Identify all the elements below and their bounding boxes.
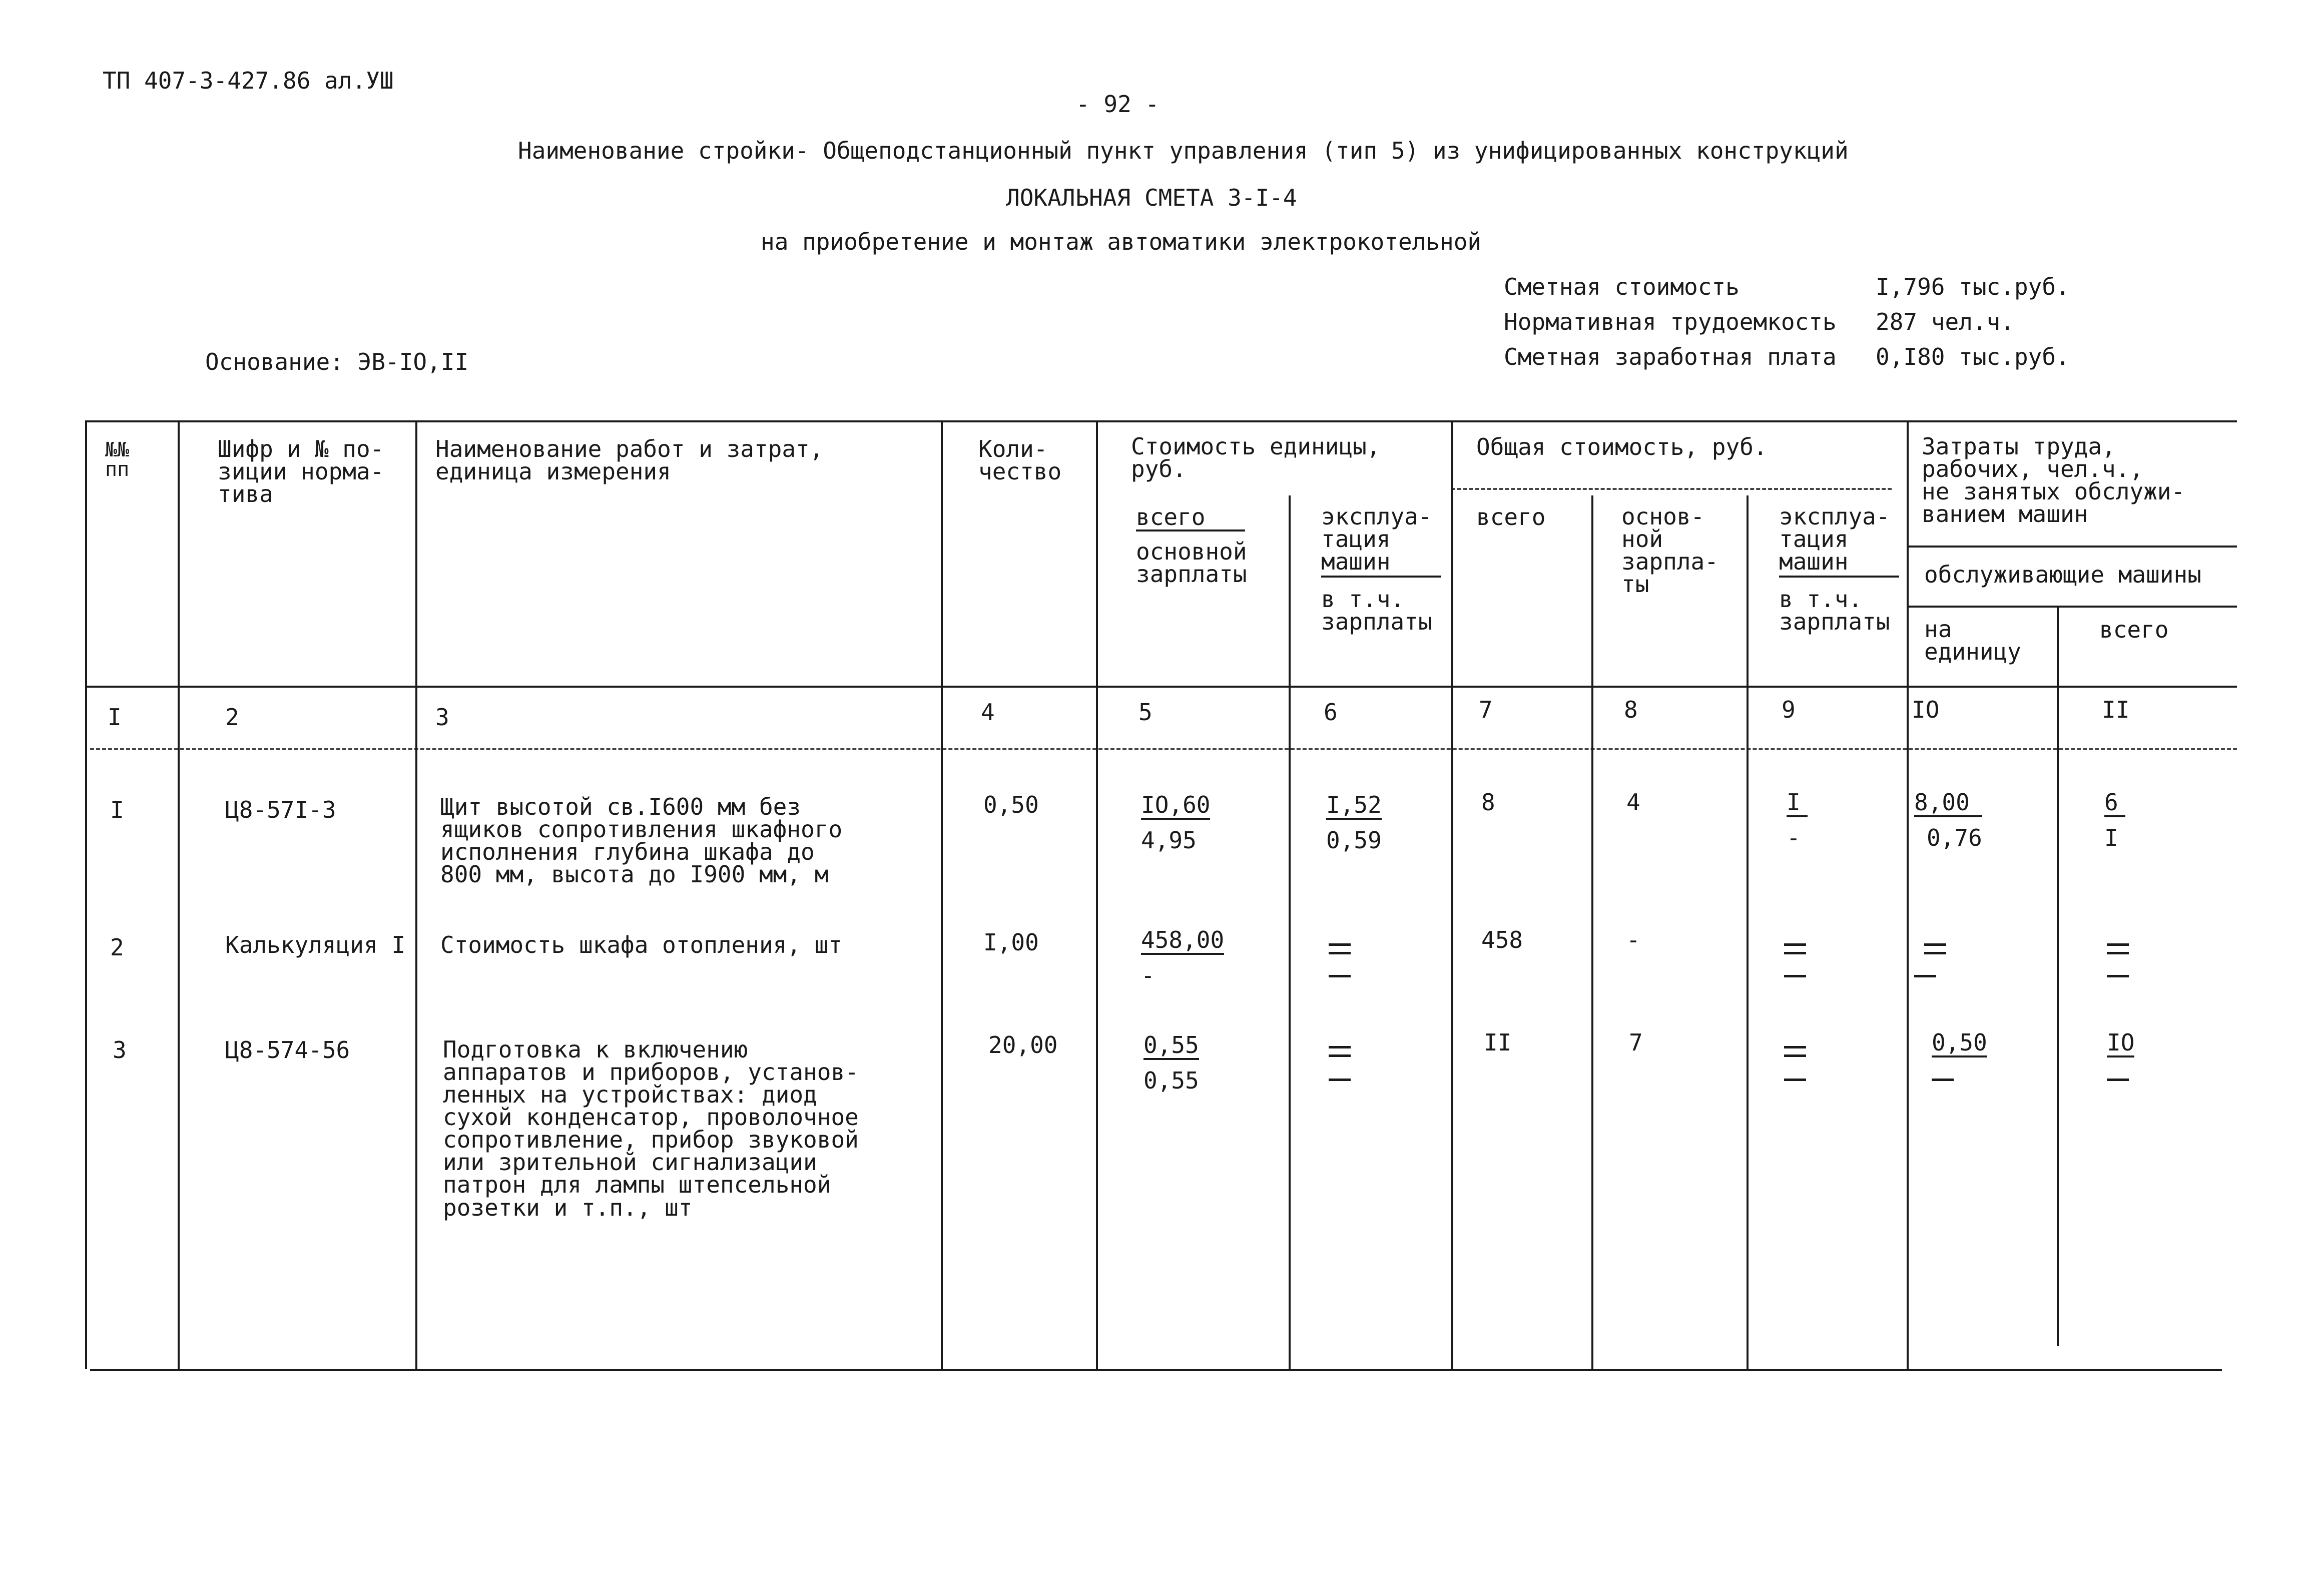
total-cost-value: II [1484,1029,1512,1056]
page-number: - 92 - [1076,91,1160,118]
summary-label: Сметная заработная плата [1504,343,1837,370]
header-bottom-border [85,686,2237,688]
basis: Основание: ЭВ-IO,II [205,348,469,375]
total-wage-value: - [1626,926,1640,953]
header-labor-total: всего [2099,616,2169,643]
quantity: 0,50 [983,791,1039,818]
norm-code: Ц8-57I-3 [225,796,336,823]
header-unit-machine-wage: в т.ч. зарплаты [1321,586,1432,636]
unit-machine-value: $\frac{I,52}{0,59}$ [1326,791,1382,854]
total-cost-value: 8 [1481,789,1495,816]
col-number: I [108,704,122,731]
header-work-name: Наименование работ и затрат, единица измерения [435,435,824,485]
colnum-bottom-border [90,748,2237,750]
total-wage-value: 7 [1629,1029,1643,1056]
subheader-line [1907,606,2237,608]
estimate-subject: на приобретение и монтаж автоматики электрокотельной [761,228,1482,255]
col-line [1591,495,1593,1369]
total-machine-value: I - [1787,791,1808,849]
col-number: II [2102,696,2130,723]
col-number: IO [1912,696,1940,723]
header-total-wage: основ- ной зарпла- ты [1621,503,1718,598]
header-norm-code: Шифр и № по- зиции норма- тива [218,435,384,508]
header-labor-unit: на единицу [1924,616,2021,666]
quantity: 20,00 [988,1031,1058,1058]
header-total-all: всего [1476,503,1546,530]
subheader-line [1907,546,2237,548]
work-name: Щит высотой св.I600 мм без ящиков сопротивления шкафного исполнения глубина шкафа до 800 мм, высота до I900 мм, м [440,793,843,888]
construction-name: Наименование стройки- Общеподстанционный пункт управления (тип 5) из унифицированных конструкций [518,137,1849,164]
labor-total-dash [2107,1079,2129,1081]
header-total-machine-wage: в т.ч. зарплаты [1779,586,1890,636]
total-cost-value: 458 [1481,926,1523,953]
work-name: Стоимость шкафа отопления, шт [440,931,843,958]
col-line [415,420,417,1369]
norm-code: Калькуляция I [225,931,406,958]
col-number: 7 [1479,696,1493,723]
header-total-cost: Общая стоимость, руб. [1476,433,1768,460]
header-total-machine: эксплуа- тация машин [1779,503,1890,576]
table-bottom-border [90,1369,2222,1371]
col-line [1747,495,1749,1369]
header-unit-cost: Стоимость единицы, руб. [1131,433,1381,483]
labor-total-value: $\frac{6}{I}$ [2104,791,2125,849]
col-number: 5 [1138,699,1152,726]
col-number: 8 [1624,696,1638,723]
col-number: 6 [1324,699,1338,726]
header-labor: Затраты труда, рабочих, чел.ч., не занятых обслужи- ванием машин [1922,433,2185,528]
col-number: 4 [981,699,995,726]
header-row-number: №№ пп [105,438,130,481]
unit-cost-value: $\frac{IO,60}{4,95}$ [1141,791,1211,854]
col-number: 9 [1782,696,1796,723]
total-wage-value: 4 [1626,789,1640,816]
summary-value: 0,I80 тыс.руб. [1876,343,2070,370]
summary-value: 287 чел.ч. [1876,308,2014,335]
header-quantity: Коли- чество [978,435,1062,485]
col-line [2057,606,2059,1346]
norm-code: Ц8-574-56 [225,1036,350,1063]
summary-label: Сметная стоимость [1504,273,1740,300]
col-line [85,420,87,1369]
col-number: 2 [225,704,239,731]
col-line [1451,420,1453,1369]
col-line [1907,420,1909,1369]
quantity: I,00 [983,929,1039,956]
row-number: 2 [110,934,124,961]
col-number: 3 [435,704,449,731]
header-unit-wage: основной зарплаты [1136,538,1247,588]
header-unit-total: всего [1136,505,1245,531]
header-labor-service: обслуживающие машины [1924,561,2201,588]
subheader-line [1451,488,1892,490]
summary-label: Нормативная трудоемкость [1504,308,1837,335]
col-line [1096,420,1098,1369]
table-top-border [85,420,2237,422]
col-line [1289,495,1291,1369]
header-unit-machine: эксплуа- тация машин [1321,503,1432,576]
unit-cost-value: 458,00 - [1141,926,1225,989]
unit-machine-underline [1321,576,1441,578]
total-machine-underline [1779,576,1899,578]
labor-total-value: IO [2107,1031,2134,1057]
summary-value: I,796 тыс.руб. [1876,273,2070,300]
row-number: 3 [113,1036,127,1063]
labor-unit-value: 0,50 [1932,1031,1987,1057]
labor-unit-dash [1932,1079,1954,1081]
work-name: Подготовка к включению аппаратов и приборов, установ- ленных на устройствах: диод сухой конденсатор, проволочное сопротивление, прибор звуковой или зрительной сигнализации патрон для лампы штепсельной розетки и т.п., шт [443,1036,859,1221]
col-line [941,420,943,1369]
unit-cost-value: $\frac{0,55}{0,55}$ [1143,1031,1199,1094]
labor-unit-value: $\frac{8,00}{0,76}$ [1914,789,1982,851]
col-line [178,420,180,1369]
row-number: I [110,796,124,823]
document-code: ТП 407-3-427.86 ал.УШ [103,67,394,94]
estimate-title: ЛОКАЛЬНАЯ СМЕТА 3-I-4 [1006,184,1297,211]
